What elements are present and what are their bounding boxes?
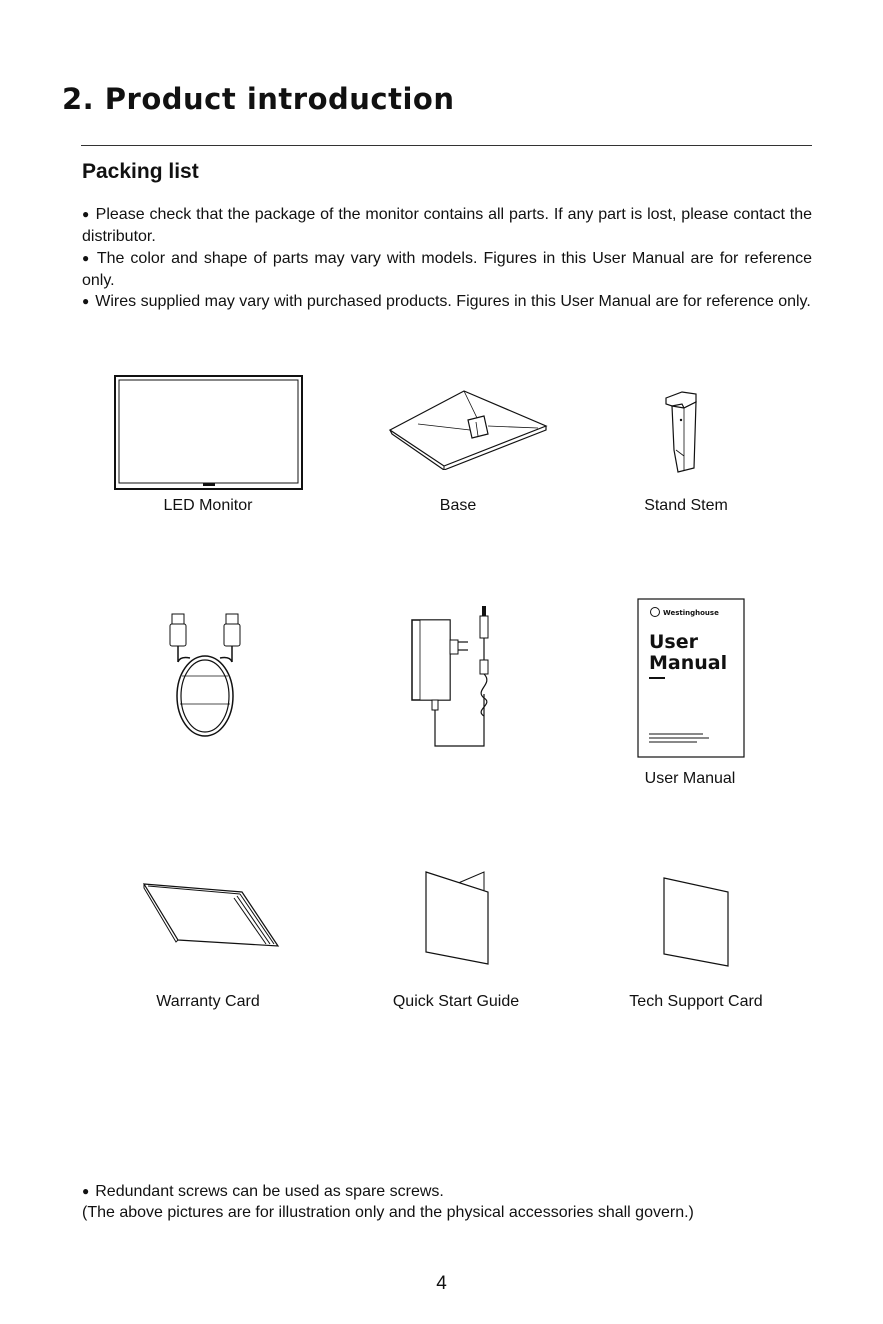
caption-quick-start-guide: Quick Start Guide xyxy=(392,993,520,1010)
bullet-color-shape: ● The color and shape of parts may vary with models. Figures in this User Manual are for reference only. xyxy=(82,247,812,292)
footer-bullet-screws: ● Redundant screws can be used as spare screws. xyxy=(82,1180,444,1203)
caption-warranty-card: Warranty Card xyxy=(156,993,260,1010)
caption-base: Base xyxy=(439,497,477,514)
tech-support-card-illustration xyxy=(662,876,730,968)
hdmi-cable-illustration xyxy=(164,612,248,740)
page-number: 4 xyxy=(436,1273,447,1294)
manual-cover-title-line2: Manual xyxy=(649,652,728,674)
bullet-check-package: ● Please check that the package of the monitor contains all parts. If any part is lost, please contact the distributor. xyxy=(82,203,812,248)
user-manual-illustration xyxy=(637,598,745,758)
section-title: 2. Product introduction xyxy=(62,82,455,116)
quick-start-guide-illustration xyxy=(424,870,490,966)
power-adapter-illustration xyxy=(408,604,504,750)
stand-stem-illustration xyxy=(660,390,710,474)
manual-cover-brand: Westinghouse xyxy=(663,609,719,617)
monitor-illustration xyxy=(114,375,304,491)
title-divider xyxy=(81,145,812,146)
subsection-title: Packing list xyxy=(82,160,199,183)
caption-stand-stem: Stand Stem xyxy=(644,497,728,514)
footer-illustration-note: (The above pictures are for illustration only and the physical accessories shall govern.) xyxy=(82,1204,694,1221)
bullet-wires: ● Wires supplied may vary with purchased products. Figures in this User Manual are for reference only. xyxy=(82,290,812,313)
caption-tech-support-card: Tech Support Card xyxy=(629,993,763,1010)
manual-cover-title-line1: User xyxy=(649,631,698,653)
caption-user-manual: User Manual xyxy=(644,770,736,787)
caption-led-monitor: LED Monitor xyxy=(163,497,253,514)
warranty-card-illustration xyxy=(142,882,280,948)
base-illustration xyxy=(388,386,548,470)
